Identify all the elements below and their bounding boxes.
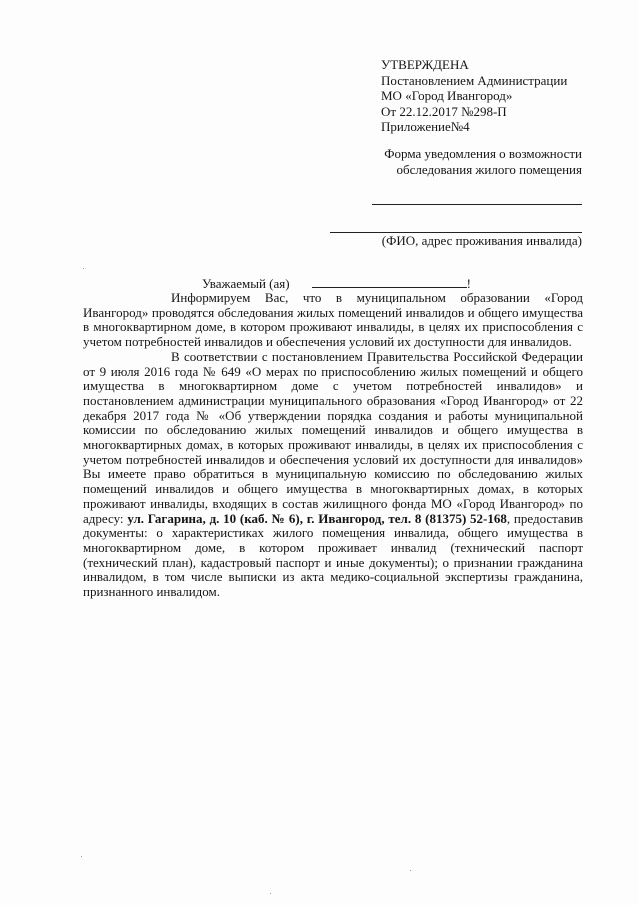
letter-body — [83, 291, 583, 600]
approval-line: Постановлением Администрации — [381, 72, 568, 88]
recipient-blank-line — [372, 204, 582, 205]
fio-label: (ФИО, адрес проживания инвалида) — [381, 233, 582, 248]
paragraph: Информируем Вас, что в муниципальном образовании «Город Ивангород» проводятся обследования жилых помещений инвалидов и общего имущества в многоквартирном доме, в котором проживают инвалиды, в целях их приспособления с учетом потребностей инвалидов и обеспечения условий их доступности для инвалидов. — [83, 290, 583, 350]
scan-speck — [81, 856, 82, 857]
paragraph-text: В соответствии с постановлением Правительства Российской Федерации от 9 июля 2016 года № 649 «О мерах по приспособлению жилых помещений и общего имущества в многоквартирном доме с учетом потребностей инвалидов» и постановлением администрации муниципального образования «Город Ивангород» от 22 декабря 2017 года № «Об утверждении порядка создания и работы муниципальной комиссии по обследованию жилых помещений инвалидов и общего имущества в многоквартирных домах, в которых проживают инвалиды, в целях их приспособления с учетом потребностей инвалидов и обеспечения условий их доступности для инвалидов» Вы имеете право обратиться в муниципальную комиссию по обследованию жилых помещений инвалидов и общего имущества в многоквартирных домах, в которых проживают инвалиды, входящих в состав жилищного фонда МО «Город Ивангород» по адресу: — [83, 348, 583, 526]
scan-speck — [83, 268, 84, 269]
paragraph-text: , предоставив документы: о характеристиках жилого помещения инвалида, общего имущества в многоквартирном доме, в котором проживает инвалид (технический паспорт (технический план), кадастровый паспорт и иные документы); о признании гражданина инвалидом, в том числе выписки из акта медико-социальной экспертизы гражданина, признанного инвалидом. — [83, 510, 584, 600]
approval-line: МО «Город Ивангород» — [381, 88, 513, 103]
paragraph — [83, 350, 583, 600]
greeting-end: ! — [466, 276, 471, 291]
address: ул. Гагарина, д. 10 (каб. № 6), г. Ивангород, тел. 8 (81375) 52-168 — [127, 510, 507, 526]
approval-line: УТВЕРЖДЕНА — [381, 57, 469, 72]
greeting-text: Уважаемый (ая) — [202, 276, 290, 291]
approval-line: От 22.12.2017 №298-П — [381, 103, 507, 119]
scan-speck — [410, 870, 411, 871]
approval-stamp — [381, 57, 567, 135]
greeting — [202, 276, 482, 291]
name-blank-line — [312, 276, 467, 288]
scan-speck — [270, 893, 271, 894]
form-title-line: Форма уведомления о возможности — [384, 146, 582, 161]
form-title-line: обследования жилого помещения — [396, 161, 582, 177]
approval-line: Приложение№4 — [381, 119, 470, 134]
form-title — [370, 146, 582, 177]
